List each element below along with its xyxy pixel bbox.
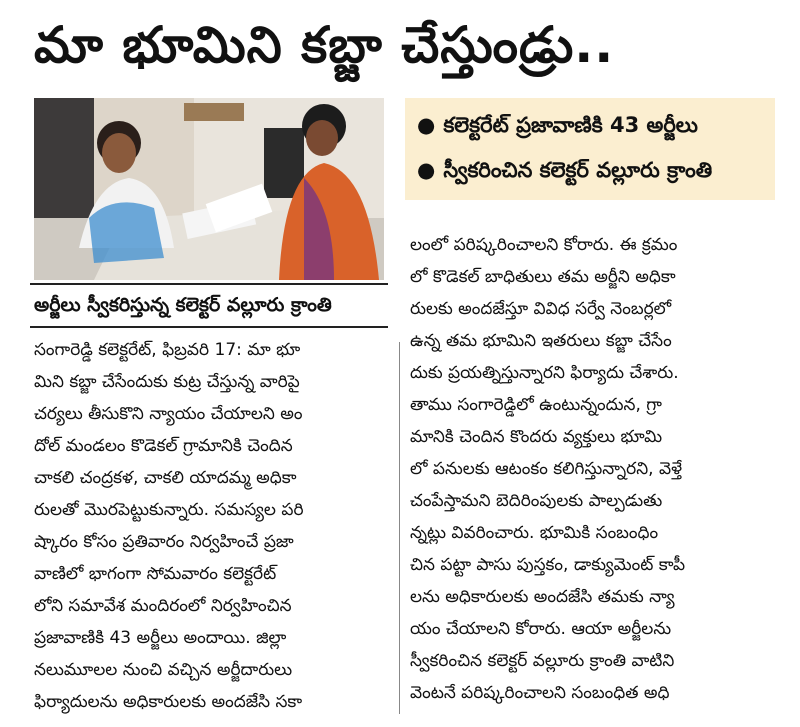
article-line: చాకలి చంద్రకళ, చాకలి యాదమ్మ అధికా [34,468,297,488]
article-line: చర్యలు తీసుకొని న్యాయం చేయాలని అం [34,404,303,424]
article-column-left [34,334,390,724]
article-line: ష్కారం కోసం ప్రతివారం నిర్వహించే ప్రజా [34,532,294,552]
news-photo [34,98,384,280]
article-line: వాణిలో భాగంగా సోమవారం కలెక్టరేట్ [34,564,277,584]
article-line: దోల్ మండలం కొడెకల్ గ్రామానికి చెందిన [34,436,293,456]
headline: మా భూమిని కబ్జా చేస్తుండ్రు.. [34,16,615,74]
bullet-icon: ● [417,158,436,182]
article-line: లంలో పరిష్కరించాలని కోరారు. ఈ క్రమం [410,235,678,255]
column-divider [399,342,400,714]
article-line: రులకు అందజేస్తూ వివిధ సర్వే నెంబర్లలో [410,299,672,319]
article-line: చంపేస్తామని బెదిరింపులకు పాల్పడుతు [410,491,663,511]
highlight-item [417,105,769,145]
highlights-box [405,98,775,200]
photo-caption: అర్జీలు స్వీకరిస్తున్న కలెక్టర్ వల్లూరు క్రాంతి [34,294,332,316]
article-line: లను అధికారులకు అందజేసి తమకు న్యా [410,587,675,607]
article-line: మానికి చెందిన కొందరు వ్యక్తులు భూమి [410,427,663,447]
article-line: మిని కబ్జా చేసేందుకు కుట్ర చేస్తున్న వారిపై [34,372,300,392]
article-line: తాము సంగారెడ్డిలో ఉంటున్నందున, గ్రా [410,395,662,415]
article-line: యం చేయాలని కోరారు. ఆయా అర్జీలను [410,619,672,639]
article-line: ప్రజావాణికి 43 అర్జీలు అందాయి. జిల్లా [34,628,287,648]
article-line: ఫిర్యాదులను అధికారులకు అందజేసి సకా [34,692,303,712]
article-line: స్వీకరించిన కలెక్టర్ వల్లూరు క్రాంతి వాటిని [410,651,675,671]
article-line: నలుమూలల నుంచి వచ్చిన అర్జీదారులు [34,660,293,680]
highlight-text: కలెక్టరేట్ ప్రజావాణికి 43 అర్జీలు [443,113,698,137]
bullet-icon: ● [417,113,436,137]
article-line: లో పనులకు ఆటంకం కలిగిస్తున్నారని, వెళ్తే [410,459,683,479]
article-line: వెంటనే పరిష్కరించాలని సంబంధిత అధి [410,683,670,703]
caption-rule-top [30,283,388,285]
caption-rule-bottom [30,326,388,328]
article-line: సంగారెడ్డి కలెక్టరేట్, ఫిబ్రవరి 17: మా భూ [34,340,301,360]
article-line: రులతో మొరపెట్టుకున్నారు. సమస్యల పరి [34,500,304,520]
highlight-item [417,150,769,190]
article-line: లో కొడెకల్ బాధితులు తమ అర్జీని అధికా [410,267,676,287]
article-column-right [410,229,776,709]
highlight-text: స్వీకరించిన కలెక్టర్ వల్లూరు క్రాంతి [443,158,713,182]
article-line: చిన పట్టా పాసు పుస్తకం, డాక్యుమెంట్ కాపీ [410,555,686,575]
article-line: న్నట్లు వివరించారు. భూమికి సంబంధిం [410,523,659,543]
article-line: ఉన్న తమ భూమిని ఇతరులు కబ్జా చేసేం [410,331,672,351]
article-line: దుకు ప్రయత్నిస్తున్నారని ఫిర్యాదు చేశారు. [410,363,679,383]
article-line: లోని సమావేశ మందిరంలో నిర్వహించిన [34,596,292,616]
